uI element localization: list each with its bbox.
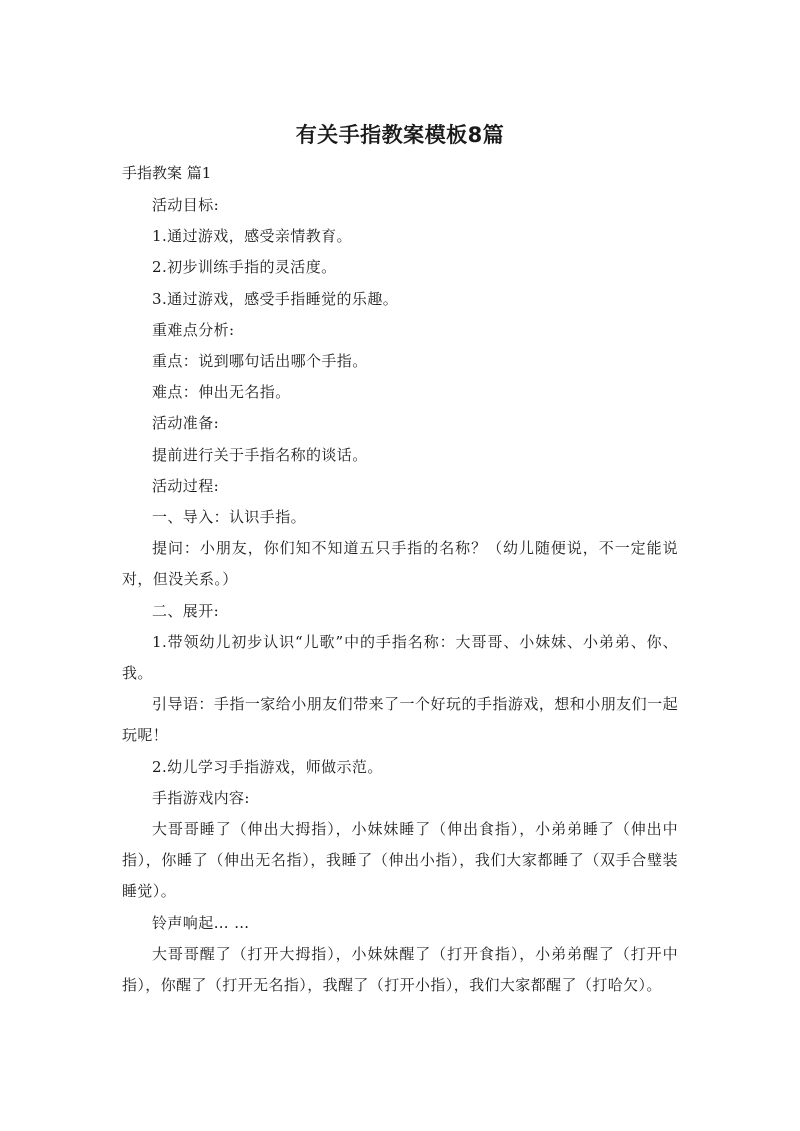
paragraph: 2.幼儿学习手指游戏，师做示范。 <box>152 757 383 776</box>
paragraph: 手指游戏内容: <box>152 788 250 807</box>
paragraph: 重点：说到哪句话出哪个手指。 <box>152 352 368 371</box>
paragraph: 1.带领幼儿初步认识“儿歌”中的手指名称：大哥哥、小妹妹、小弟弟、你、我。 <box>122 632 678 683</box>
paragraph: 1.通过游戏，感受亲情教育。 <box>152 227 352 246</box>
paragraph: 活动过程: <box>152 476 220 495</box>
paragraph: 提问：小朋友，你们知不知道五只手指的名称？（幼儿随便说，不一定能说对，但没关系。） <box>122 539 678 589</box>
paragraph: 3.通过游戏，感受手指睡觉的乐趣。 <box>152 289 399 308</box>
paragraph: 难点：伸出无名指。 <box>152 383 291 402</box>
paragraph: 二、展开: <box>152 601 220 620</box>
paragraph: 铃声响起… … <box>152 913 250 932</box>
paragraph: 活动目标: <box>152 196 220 214</box>
document-title: 有关手指教案模板8篇 <box>295 123 505 147</box>
paragraph: 一、导入：认识手指。 <box>152 508 307 527</box>
section-heading: 手指教案 篇1 <box>122 164 212 182</box>
document-body <box>122 190 678 1001</box>
paragraph: 大哥哥睡了（伸出大拇指），小妹妹睡了（伸出食指），小弟弟睡了（伸出中指），你睡了（伸出无名指），我睡了（伸出小指），我们大家都睡了（双手合璧装睡觉）。 <box>122 820 678 901</box>
paragraph: 2.初步训练手指的灵活度。 <box>152 258 337 277</box>
paragraph: 引导语：手指一家给小朋友们带来了一个好玩的手指游戏，想和小朋友们一起玩呢！ <box>122 695 678 745</box>
paragraph: 提前进行关于手指名称的谈话。 <box>152 445 368 464</box>
paragraph: 重难点分析: <box>152 320 235 339</box>
paragraph: 大哥哥醒了（打开大拇指），小妹妹醒了（打开食指），小弟弟醒了（打开中指），你醒了（打开无名指），我醒了（打开小指），我们大家都醒了（打哈欠）。 <box>122 944 678 995</box>
paragraph: 活动准备: <box>152 414 220 433</box>
